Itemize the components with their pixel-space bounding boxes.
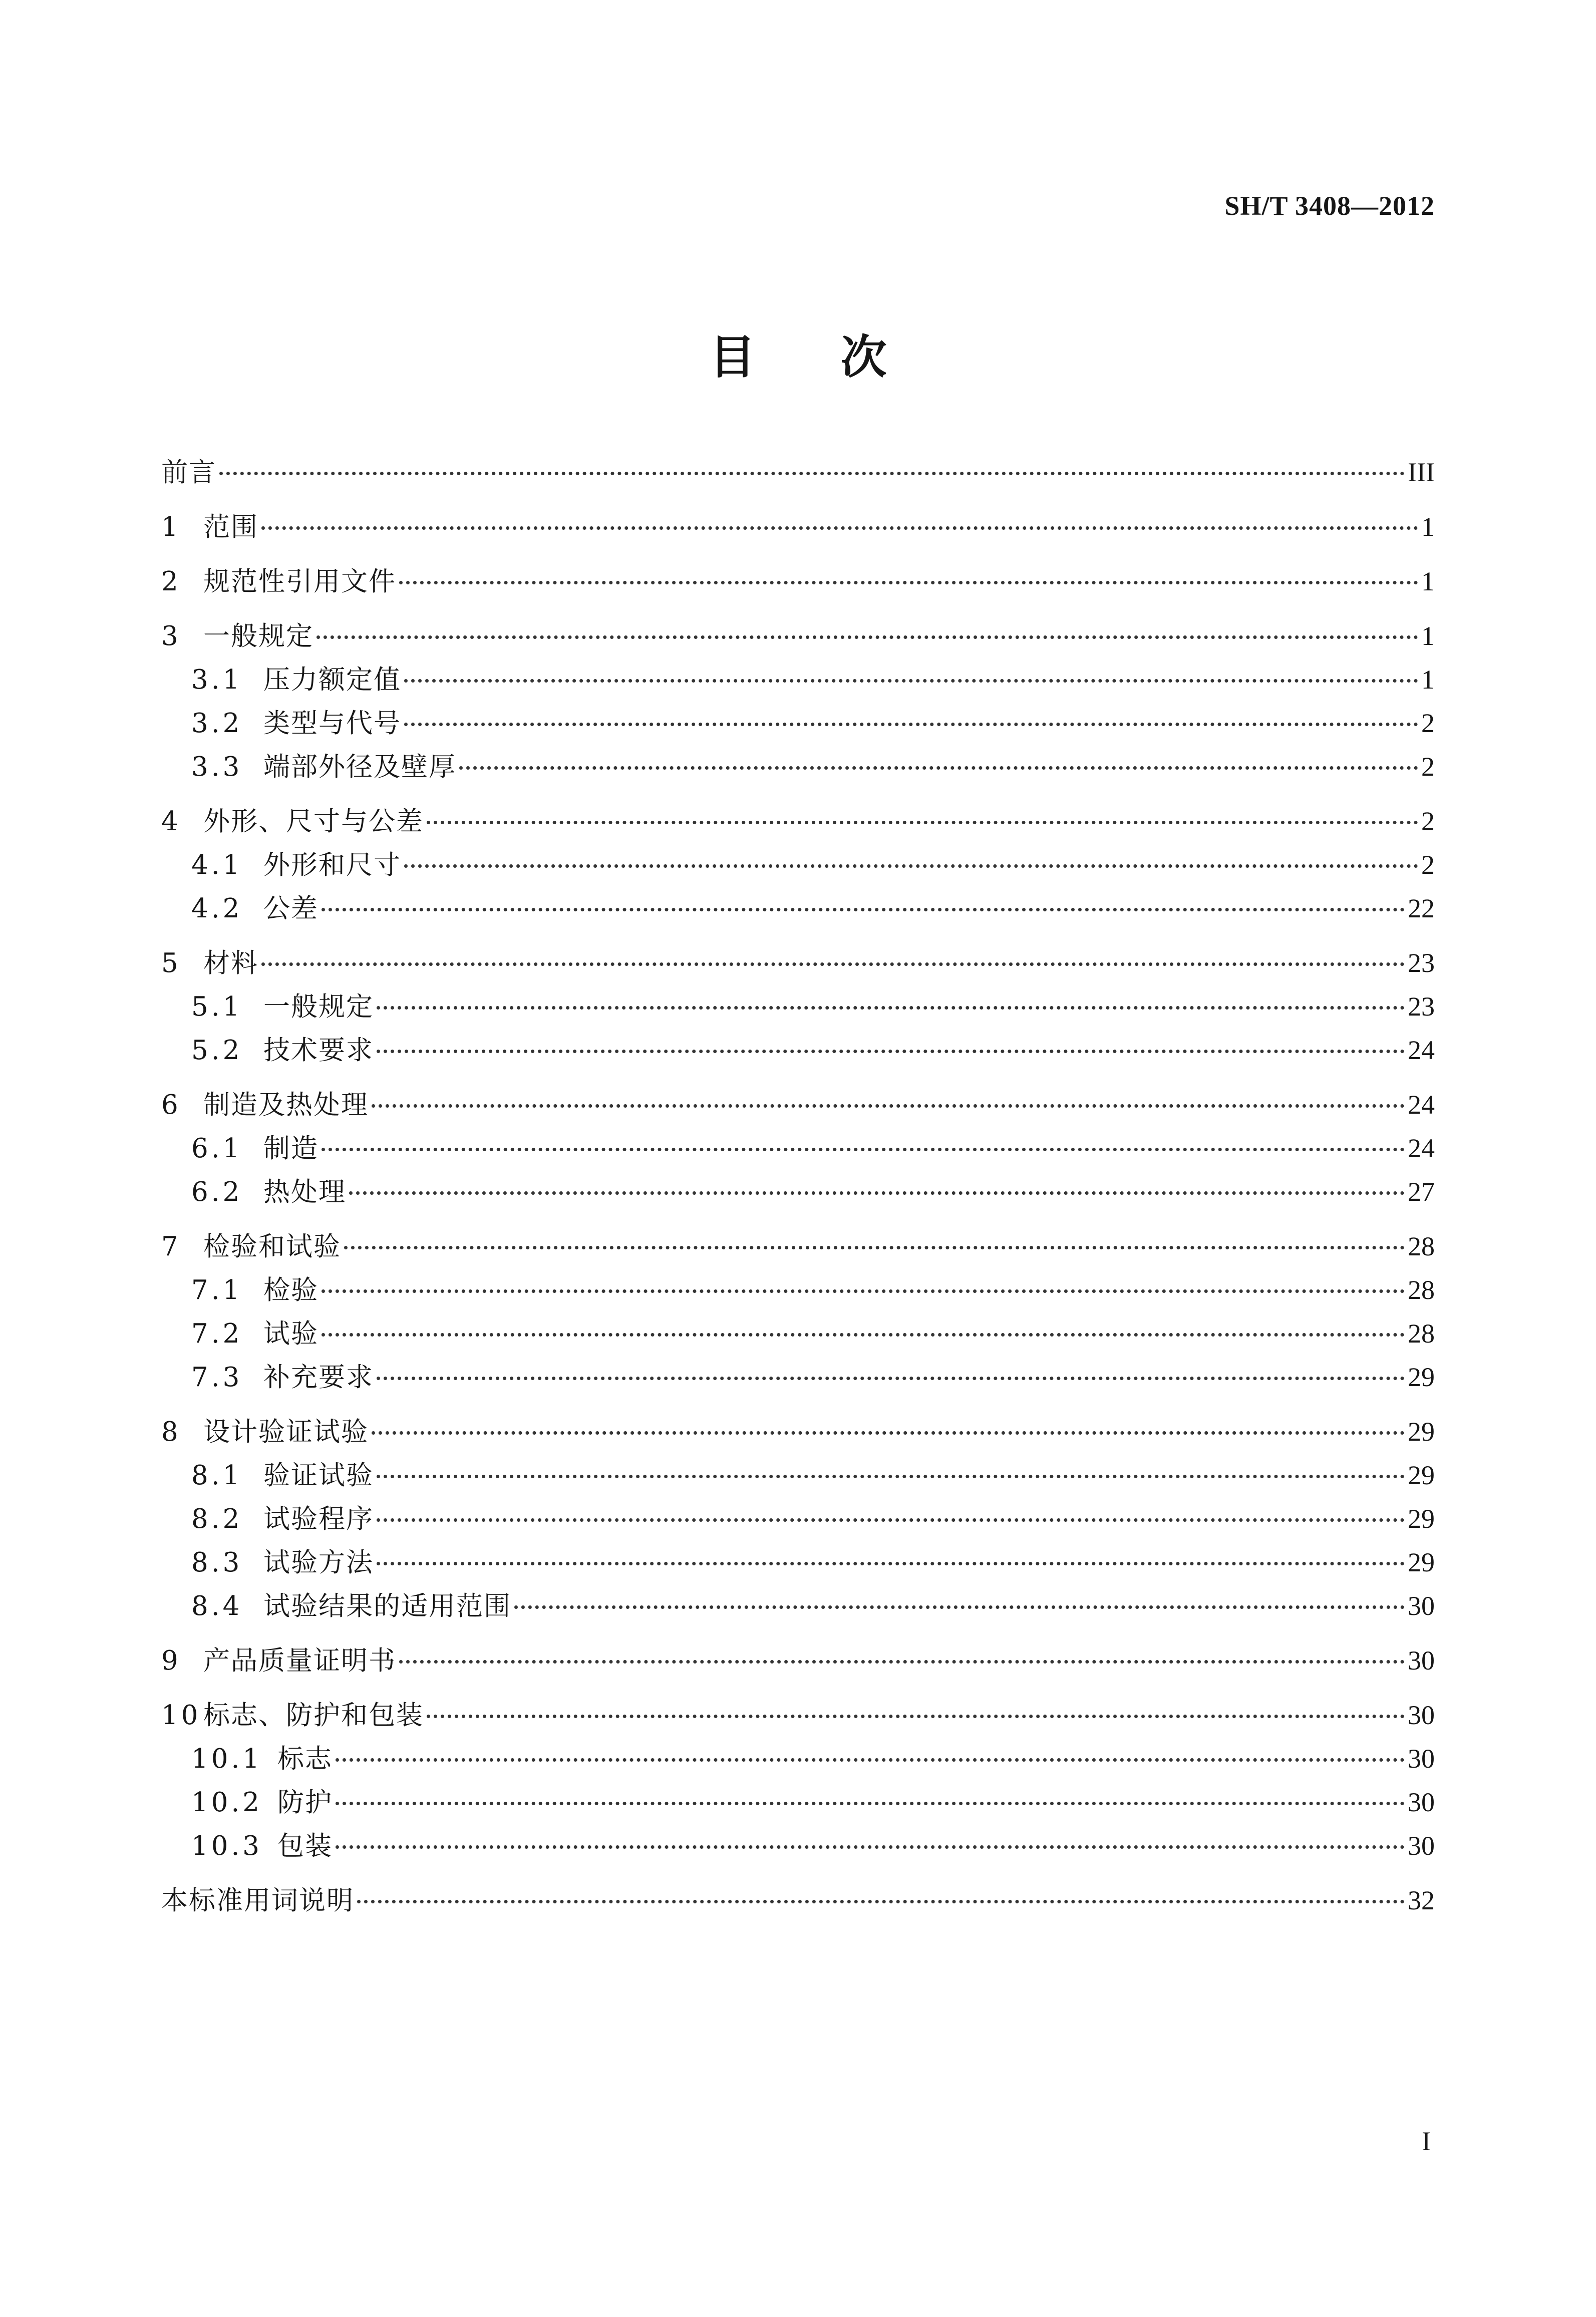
toc-entry-page: 24 [1408,1090,1435,1120]
toc-dot-leader [322,1333,1405,1337]
toc-dot-leader [322,1148,1405,1151]
toc-entry-page: 2 [1421,806,1435,836]
toc-entry-label: 公差 [263,893,318,924]
toc-entry[interactable] [161,1127,1435,1170]
toc-entry-label: 包装 [277,1831,333,1861]
toc-entry[interactable] [161,1170,1435,1214]
toc-entry[interactable] [161,1541,1435,1584]
toc-entry-page: 2 [1421,708,1435,738]
toc-dot-leader [372,1431,1405,1435]
toc-dot-leader [261,526,1418,530]
toc-entry-label: 热处理 [263,1177,346,1207]
toc-entry[interactable] [161,1268,1435,1312]
toc-entry-page: 22 [1408,893,1435,923]
toc-entry-number: 10.1 [191,1744,263,1774]
toc-entry-label: 试验程序 [263,1504,374,1534]
toc-entry[interactable] [161,1824,1435,1868]
toc-entry-page: 30 [1408,1744,1435,1774]
toc-entry[interactable] [161,505,1435,549]
toc-entry[interactable] [161,1356,1435,1399]
toc-entry-number: 3.1 [191,665,243,695]
toc-entry[interactable] [161,560,1435,603]
toc-entry-number: 6.1 [191,1133,243,1164]
toc-entry[interactable] [161,1225,1435,1268]
toc-dot-leader [372,1104,1405,1108]
toc-entry-page: 24 [1408,1133,1435,1163]
toc-dot-leader [336,1802,1405,1805]
toc-entry-label: 产品质量证明书 [203,1645,396,1676]
toc-entry-number: 8 [161,1417,181,1447]
toc-entry-page: 32 [1408,1885,1435,1915]
toc-entry-label: 试验 [263,1318,318,1349]
toc-entry-number: 3.2 [191,708,243,739]
standard-code: SH/T 3408—2012 [1224,191,1435,221]
toc-dot-leader [377,1377,1405,1380]
toc-entry[interactable] [161,1737,1435,1781]
toc-entry-page: 1 [1421,512,1435,542]
toc-entry-number: 7.1 [191,1275,243,1305]
toc-dot-leader [349,1191,1405,1195]
toc-entry[interactable] [161,451,1435,494]
toc-entry[interactable] [161,941,1435,985]
toc-dot-leader [322,1289,1405,1293]
toc-entry-label: 本标准用词说明 [161,1885,354,1916]
toc-dot-leader [459,766,1418,770]
toc-entry-number: 4.2 [191,893,243,924]
toc-entry-label: 外形、尺寸与公差 [203,806,424,837]
toc-entry[interactable] [161,614,1435,658]
toc-dot-leader [336,1845,1405,1849]
toc-entry[interactable] [161,1694,1435,1737]
toc-entry-number: 10.3 [191,1831,263,1861]
toc-entry-number: 8.1 [191,1460,243,1491]
toc-entry-page: 29 [1408,1417,1435,1447]
toc-entry-label: 检验和试验 [203,1231,341,1262]
table-of-contents [161,451,1435,1922]
toc-entry-label: 补充要求 [263,1362,374,1393]
toc-entry-number: 7.2 [191,1318,243,1349]
toc-entry-label: 试验方法 [263,1547,374,1578]
toc-entry-number: 5.2 [191,1035,243,1066]
toc-entry-label: 技术要求 [263,1035,374,1066]
toc-entry-number: 4.1 [191,850,243,880]
toc-dot-leader [357,1900,1405,1903]
toc-entry[interactable] [161,985,1435,1029]
toc-entry-label: 范围 [203,512,258,542]
toc-dot-leader [377,1562,1405,1565]
toc-entry-page: 30 [1408,1645,1435,1676]
toc-entry-label: 压力额定值 [263,665,401,695]
toc-dot-leader [261,962,1405,966]
toc-dot-leader [404,679,1418,683]
toc-entry[interactable] [161,1879,1435,1922]
toc-entry[interactable] [161,1029,1435,1072]
toc-entry[interactable] [161,745,1435,789]
toc-entry-number: 3 [161,621,181,651]
toc-dot-leader [336,1758,1405,1762]
toc-dot-leader [377,1050,1405,1053]
toc-dot-leader [399,1660,1405,1664]
toc-entry-label: 一般规定 [263,991,374,1022]
toc-entry-label: 规范性引用文件 [203,566,396,597]
toc-entry-page: 1 [1421,621,1435,651]
toc-entry-page: 28 [1408,1318,1435,1349]
toc-entry-page: 1 [1421,566,1435,596]
toc-entry-number: 8.2 [191,1504,243,1534]
toc-entry-number: 10.2 [191,1787,263,1818]
toc-entry-page: 30 [1408,1831,1435,1861]
toc-entry-label: 检验 [263,1275,318,1305]
toc-entry[interactable] [161,1497,1435,1541]
toc-entry[interactable] [161,843,1435,887]
toc-entry-label: 端部外径及壁厚 [263,752,456,782]
toc-entry-label: 外形和尺寸 [263,850,401,880]
toc-entry-label: 一般规定 [203,621,313,651]
toc-entry-label: 验证试验 [263,1460,374,1491]
toc-entry[interactable] [161,1410,1435,1454]
toc-entry-page: 1 [1421,665,1435,695]
toc-dot-leader [219,472,1405,475]
toc-entry-page: 30 [1408,1700,1435,1730]
toc-entry-number: 1 [161,512,181,542]
toc-entry-label: 制造及热处理 [203,1090,369,1120]
toc-entry-number: 7.3 [191,1362,243,1393]
toc-entry-page: 29 [1408,1362,1435,1392]
toc-entry-page: 2 [1421,850,1435,880]
toc-entry-page: III [1408,457,1435,487]
toc-entry[interactable] [161,887,1435,930]
toc-entry-number: 6 [161,1090,181,1120]
toc-entry-label: 防护 [277,1787,333,1818]
toc-entry-page: 23 [1408,948,1435,978]
toc-entry[interactable] [161,1454,1435,1497]
toc-dot-leader [344,1246,1405,1249]
toc-entry-page: 30 [1408,1787,1435,1817]
toc-entry[interactable] [161,1781,1435,1824]
toc-dot-leader [322,908,1405,911]
toc-entry[interactable] [161,658,1435,702]
toc-entry-number: 2 [161,566,181,597]
toc-entry-number: 7 [161,1231,181,1262]
toc-dot-leader [399,581,1418,584]
toc-dot-leader [404,864,1418,868]
toc-dot-leader [427,1715,1405,1718]
toc-entry[interactable] [161,1312,1435,1356]
toc-entry-page: 28 [1408,1231,1435,1261]
toc-dot-leader [377,1006,1405,1010]
toc-entry-page: 29 [1408,1460,1435,1490]
toc-entry-label: 标志、防护和包装 [203,1700,424,1731]
toc-entry-page: 29 [1408,1504,1435,1534]
toc-dot-leader [377,1475,1405,1478]
toc-entry-label: 材料 [203,948,258,978]
toc-entry-number: 9 [161,1645,181,1676]
toc-dot-leader [377,1518,1405,1522]
toc-entry-number: 5.1 [191,991,243,1022]
toc-entry-page: 30 [1408,1591,1435,1621]
toc-dot-leader [316,635,1418,639]
toc-entry-number: 8.3 [191,1547,243,1578]
toc-entry[interactable] [161,1584,1435,1628]
toc-dot-leader [404,723,1418,726]
toc-dot-leader [514,1605,1405,1609]
toc-entry-number: 3.3 [191,752,243,782]
toc-entry-number: 5 [161,948,181,978]
page-number: I [1422,2126,1431,2156]
toc-entry-page: 27 [1408,1177,1435,1207]
toc-entry-number: 6.2 [191,1177,243,1207]
toc-entry-page: 24 [1408,1035,1435,1065]
toc-entry[interactable] [161,800,1435,843]
toc-dot-leader [427,821,1418,824]
toc-entry-page: 29 [1408,1547,1435,1577]
toc-entry-page: 23 [1408,991,1435,1022]
toc-entry-page: 28 [1408,1275,1435,1305]
toc-entry-number: 4 [161,806,181,837]
toc-entry-label: 类型与代号 [263,708,401,739]
toc-entry-page: 2 [1421,752,1435,782]
page-title: 目次 [709,330,972,384]
toc-entry[interactable] [161,702,1435,745]
toc-entry-label: 制造 [263,1133,318,1164]
toc-entry-label: 试验结果的适用范围 [263,1591,511,1621]
toc-entry[interactable] [161,1639,1435,1683]
toc-entry-label: 标志 [277,1744,333,1774]
toc-entry-label: 设计验证试验 [203,1417,369,1447]
toc-entry-label: 前言 [161,457,216,488]
toc-entry-number: 10 [161,1700,201,1731]
toc-entry-number: 8.4 [191,1591,243,1621]
toc-entry[interactable] [161,1083,1435,1127]
